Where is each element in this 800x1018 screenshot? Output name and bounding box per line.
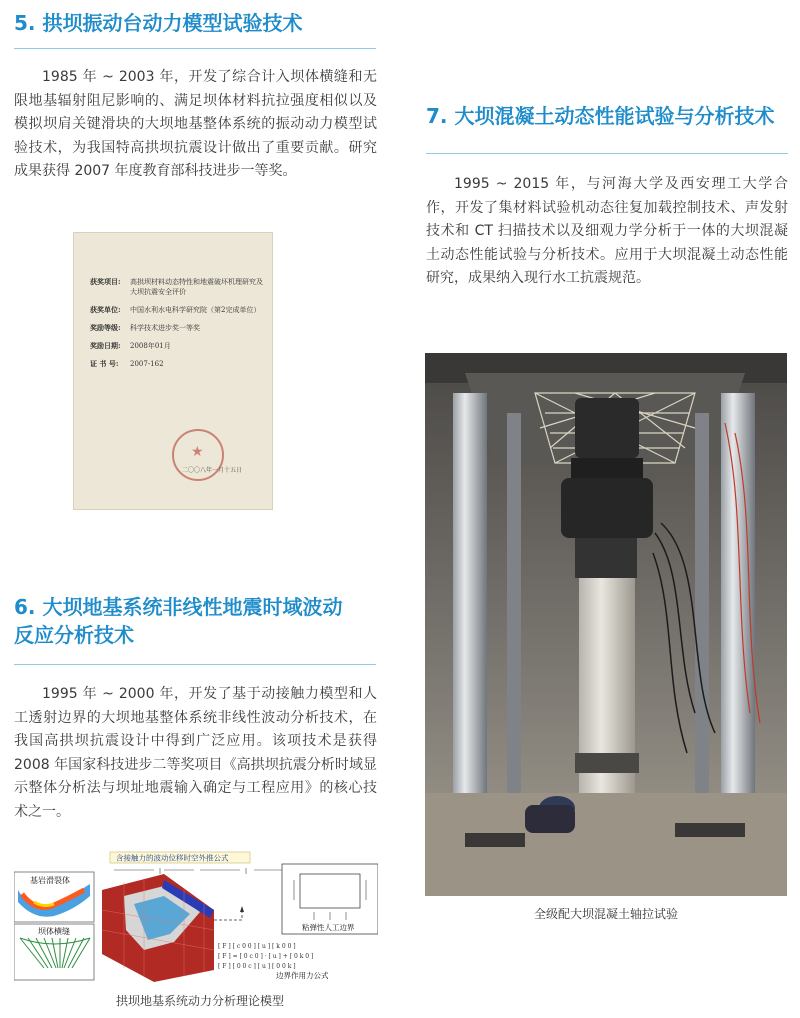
certificate-value: 2008年01月 bbox=[130, 342, 171, 350]
section5-title: 5. 拱坝振动台动力模型试验技术 bbox=[14, 11, 303, 35]
label-boundary: 粘弹性人工边界 bbox=[302, 923, 355, 932]
certificate-value: 2007-162 bbox=[130, 360, 164, 368]
section5-paragraph: 1985 年 ~ 2003 年，开发了综合计入坝体横缝和无限地基辐射阻尼影响的、满足坝体材料抗拉强度相似以及模拟坝肩关键滑块的大坝地基整体系统的振动动力模型试验技术，为我国特高拱坝抗震设计做出了重要贡献。研究成果获得 2007 年度教育部科技进步一等奖。 bbox=[14, 69, 377, 179]
certificate-value: 中国水利水电科学研究院（第2完成单位） bbox=[130, 306, 261, 314]
certificate-row bbox=[90, 323, 265, 333]
certificate-rows bbox=[90, 277, 265, 377]
figure-photo-caption: 全级配大坝混凝土轴拉试验 bbox=[533, 907, 678, 921]
certificate-row bbox=[90, 341, 265, 351]
award-certificate-image bbox=[73, 232, 273, 510]
svg-text:[ F ] [ 0 0 c ] [ u ] [: [ F ] [ 0 0 c ] [ u ] [ 0 0 k ] bbox=[218, 963, 296, 970]
certificate-value: 高拱坝材料动态特性和地震破坏机理研究及大坝抗震安全评价 bbox=[130, 278, 263, 296]
axial-tension-test-photo bbox=[425, 353, 787, 896]
section7-paragraph: 1995 ~ 2015 年，与河海大学及西安理工大学合作，开发了集材料试验机动态往复加载控制技术、声发射技术和 CT 扫描技术以及细观力学分析于一体的大坝混凝土动态性能试验与分析技术。应用于大坝混凝土动态性能研究，成果纳入现行水工抗震规范。 bbox=[426, 176, 788, 286]
section6-title-line2: 反应分析技术 bbox=[14, 623, 134, 647]
dam-model-figure bbox=[14, 850, 378, 982]
certificate-key: 奖励日期: bbox=[90, 341, 121, 350]
label-formula: 含接触力的波动位移时空外推公式 bbox=[116, 853, 229, 863]
svg-text:[ F ] = [ 0 c 0 ] · [ u ] + [: [ F ] = [ 0 c 0 ] · [ u ] + [ 0 k 0 ] bbox=[218, 953, 314, 960]
certificate-key: 获奖项目: bbox=[90, 277, 121, 286]
section6-divider bbox=[14, 664, 376, 665]
label-boundary-formula: 边界作用力公式 bbox=[276, 971, 329, 980]
section6-paragraph: 1995 年 ~ 2000 年，开发了基于动接触力模型和人工透射边界的大坝地基整体系统非线性波动分析技术，在我国高拱坝抗震设计中得到广泛应用。该项技术是获得 2008 年国家科技进步二等奖项目《高拱坝抗震分析时域显示整体分析法与坝址地震输入确定与工程应用》的核心技术之一。 bbox=[14, 686, 377, 820]
label-joint: 坝体横缝 bbox=[38, 927, 70, 936]
figure-model-caption: 拱坝地基系统动力分析理论模型 bbox=[115, 994, 284, 1008]
label-slide: 基岩滑裂体 bbox=[30, 876, 70, 885]
certificate-row bbox=[90, 305, 265, 315]
svg-text:[ F ] [ c 0 0 ] [ u ] [: [ F ] [ c 0 0 ] [ u ] [ k 0 0 ] bbox=[218, 943, 296, 950]
section5-divider bbox=[14, 48, 376, 49]
certificate-key: 奖励等级: bbox=[90, 323, 121, 332]
certificate-row bbox=[90, 359, 265, 369]
certificate-key: 获奖单位: bbox=[90, 305, 121, 314]
section7-divider bbox=[426, 153, 788, 154]
certificate-date: 二〇〇八年一月十五日 bbox=[182, 467, 243, 474]
certificate-key: 证 书 号: bbox=[90, 359, 119, 368]
section6-title-line1: 6. 大坝地基系统非线性地震时域波动 bbox=[14, 595, 343, 619]
section7-title: 7. 大坝混凝土动态性能试验与分析技术 bbox=[426, 104, 775, 128]
certificate-row bbox=[90, 277, 265, 297]
certificate-value: 科学技术进步奖一等奖 bbox=[130, 324, 200, 332]
